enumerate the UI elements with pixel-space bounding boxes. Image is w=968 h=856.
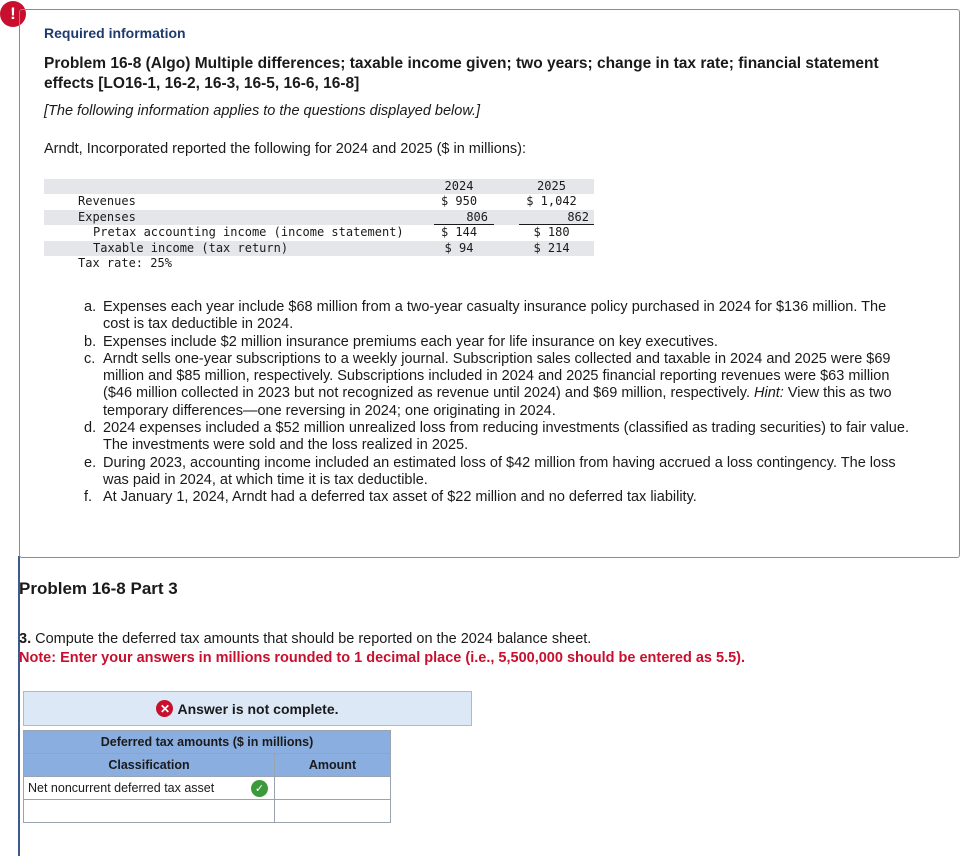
row-value-2025: $ 214: [533, 240, 570, 255]
question-body: Compute the deferred tax amounts that should be reported on the 2024 balance sheet.: [31, 631, 592, 647]
note-text: Arndt sells one-year subscriptions to a weekly journal. Subscription sales collected and taxable in 2024 and 2025 were $69 million and $85 million, respectively. Subscriptions included in 2024 and 2025 financial reporting revenues were $63 million ($46 million collected in 2023 but not recognized as revenue until 2024) and $69 million, respectively.: [103, 350, 891, 402]
amount-header: Amount: [275, 754, 391, 777]
row-label: Expenses: [78, 209, 136, 224]
status-text: Answer is not complete.: [177, 700, 339, 717]
notes-list: [84, 299, 914, 507]
row-value-2025: $ 1,042: [526, 194, 577, 209]
row-value-2024: 806: [466, 209, 488, 224]
year-2024-header: 2024: [444, 179, 474, 193]
table-row: [44, 241, 594, 256]
answer-status-banner: [23, 691, 472, 726]
list-item: [84, 420, 914, 455]
list-item: [84, 489, 914, 506]
part-title: Problem 16-8 Part 3: [19, 579, 178, 598]
amount-input[interactable]: [275, 800, 390, 822]
amount-cell[interactable]: [275, 777, 391, 800]
question-number: 3.: [19, 631, 32, 647]
list-item: [84, 299, 914, 334]
applies-note: [The following information applies to the questions displayed below.]: [44, 103, 481, 119]
financial-data-table: [44, 179, 594, 271]
left-border-rule: [18, 556, 20, 856]
list-marker: f.: [84, 489, 93, 506]
row-value-2025: $ 180: [533, 225, 570, 240]
table-row: [44, 256, 594, 271]
row-value-2024: $ 950: [440, 194, 478, 209]
amount-input[interactable]: [275, 777, 390, 799]
note-text: At January 1, 2024, Arndt had a deferred tax asset of $22 million and no deferred tax liability.: [103, 489, 697, 506]
note-text: During 2023, accounting income included an estimated loss of $42 million from having accrued a loss contingency. The loss was paid in 2024, at which time it is tax deductible.: [103, 454, 896, 488]
tax-rate-label: Tax rate: 25%: [78, 255, 172, 270]
table-row: [44, 194, 594, 209]
row-value-2024: $ 144: [440, 225, 478, 240]
row-value-2024: $ 94: [444, 240, 474, 255]
list-marker: b.: [84, 333, 97, 350]
classification-header: Classification: [24, 754, 275, 777]
note-text: View this as two temporary differences—one reversing in 2024; one originating in 2024.: [103, 385, 892, 419]
classification-value: [24, 804, 28, 818]
year-2025-header: 2025: [537, 179, 566, 193]
table-row: [24, 800, 391, 823]
row-label: Pretax accounting income (income statement): [93, 225, 404, 240]
list-marker: c.: [84, 350, 96, 367]
row-value-2025: 862: [567, 209, 589, 224]
required-info-heading: Required information: [44, 25, 186, 41]
table-row: [44, 210, 594, 225]
table-row: [44, 225, 594, 240]
list-marker: a.: [84, 299, 97, 315]
list-marker: d.: [84, 420, 97, 437]
problem-title: Problem 16-8 (Algo) Multiple differences; taxable income given; two years; change in tax rate; financial statement effects [LO16-1, 16-2, 16-3, 16-5, 16-6, 16-8]: [44, 55, 879, 92]
alert-icon: !: [0, 1, 26, 27]
list-marker: e.: [84, 454, 97, 471]
note-text: Expenses each year include $68 million from a two-year casualty insurance policy purchased in 2024 for $136 million. The cost is tax deductible in 2024.: [103, 299, 887, 333]
intro-text: Arndt, Incorporated reported the following for 2024 and 2025 ($ in millions):: [44, 141, 527, 157]
answer-table: [23, 730, 391, 823]
row-label: Revenues: [78, 194, 136, 209]
hint-label: Hint:: [754, 385, 784, 402]
note-text: Expenses include $2 million insurance premiums each year for life insurance on key executives.: [103, 333, 718, 350]
answer-table-title: Deferred tax amounts ($ in millions): [24, 731, 391, 754]
classification-value: Net noncurrent deferred tax asset: [28, 781, 215, 795]
question-note: Note: Enter your answers in millions rounded to 1 decimal place (i.e., 5,500,000 should be entered as 5.5).: [19, 650, 746, 666]
list-item: [84, 455, 914, 490]
x-circle-icon: ✕: [156, 700, 173, 717]
table-header-row: [44, 179, 594, 194]
table-row: [24, 777, 391, 800]
question-text: [19, 631, 591, 647]
amount-cell[interactable]: [275, 800, 391, 823]
list-item: [84, 334, 914, 351]
classification-cell[interactable]: [24, 800, 275, 823]
note-text: 2024 expenses included a $52 million unrealized loss from reducing investments (classified as trading securities) to fair value. The investments were sold and the loss realized in 2025.: [103, 420, 909, 454]
check-circle-icon: ✓: [251, 780, 268, 797]
classification-cell[interactable]: [24, 777, 275, 800]
row-label: Taxable income (tax return): [93, 240, 289, 255]
list-item: [84, 351, 914, 420]
